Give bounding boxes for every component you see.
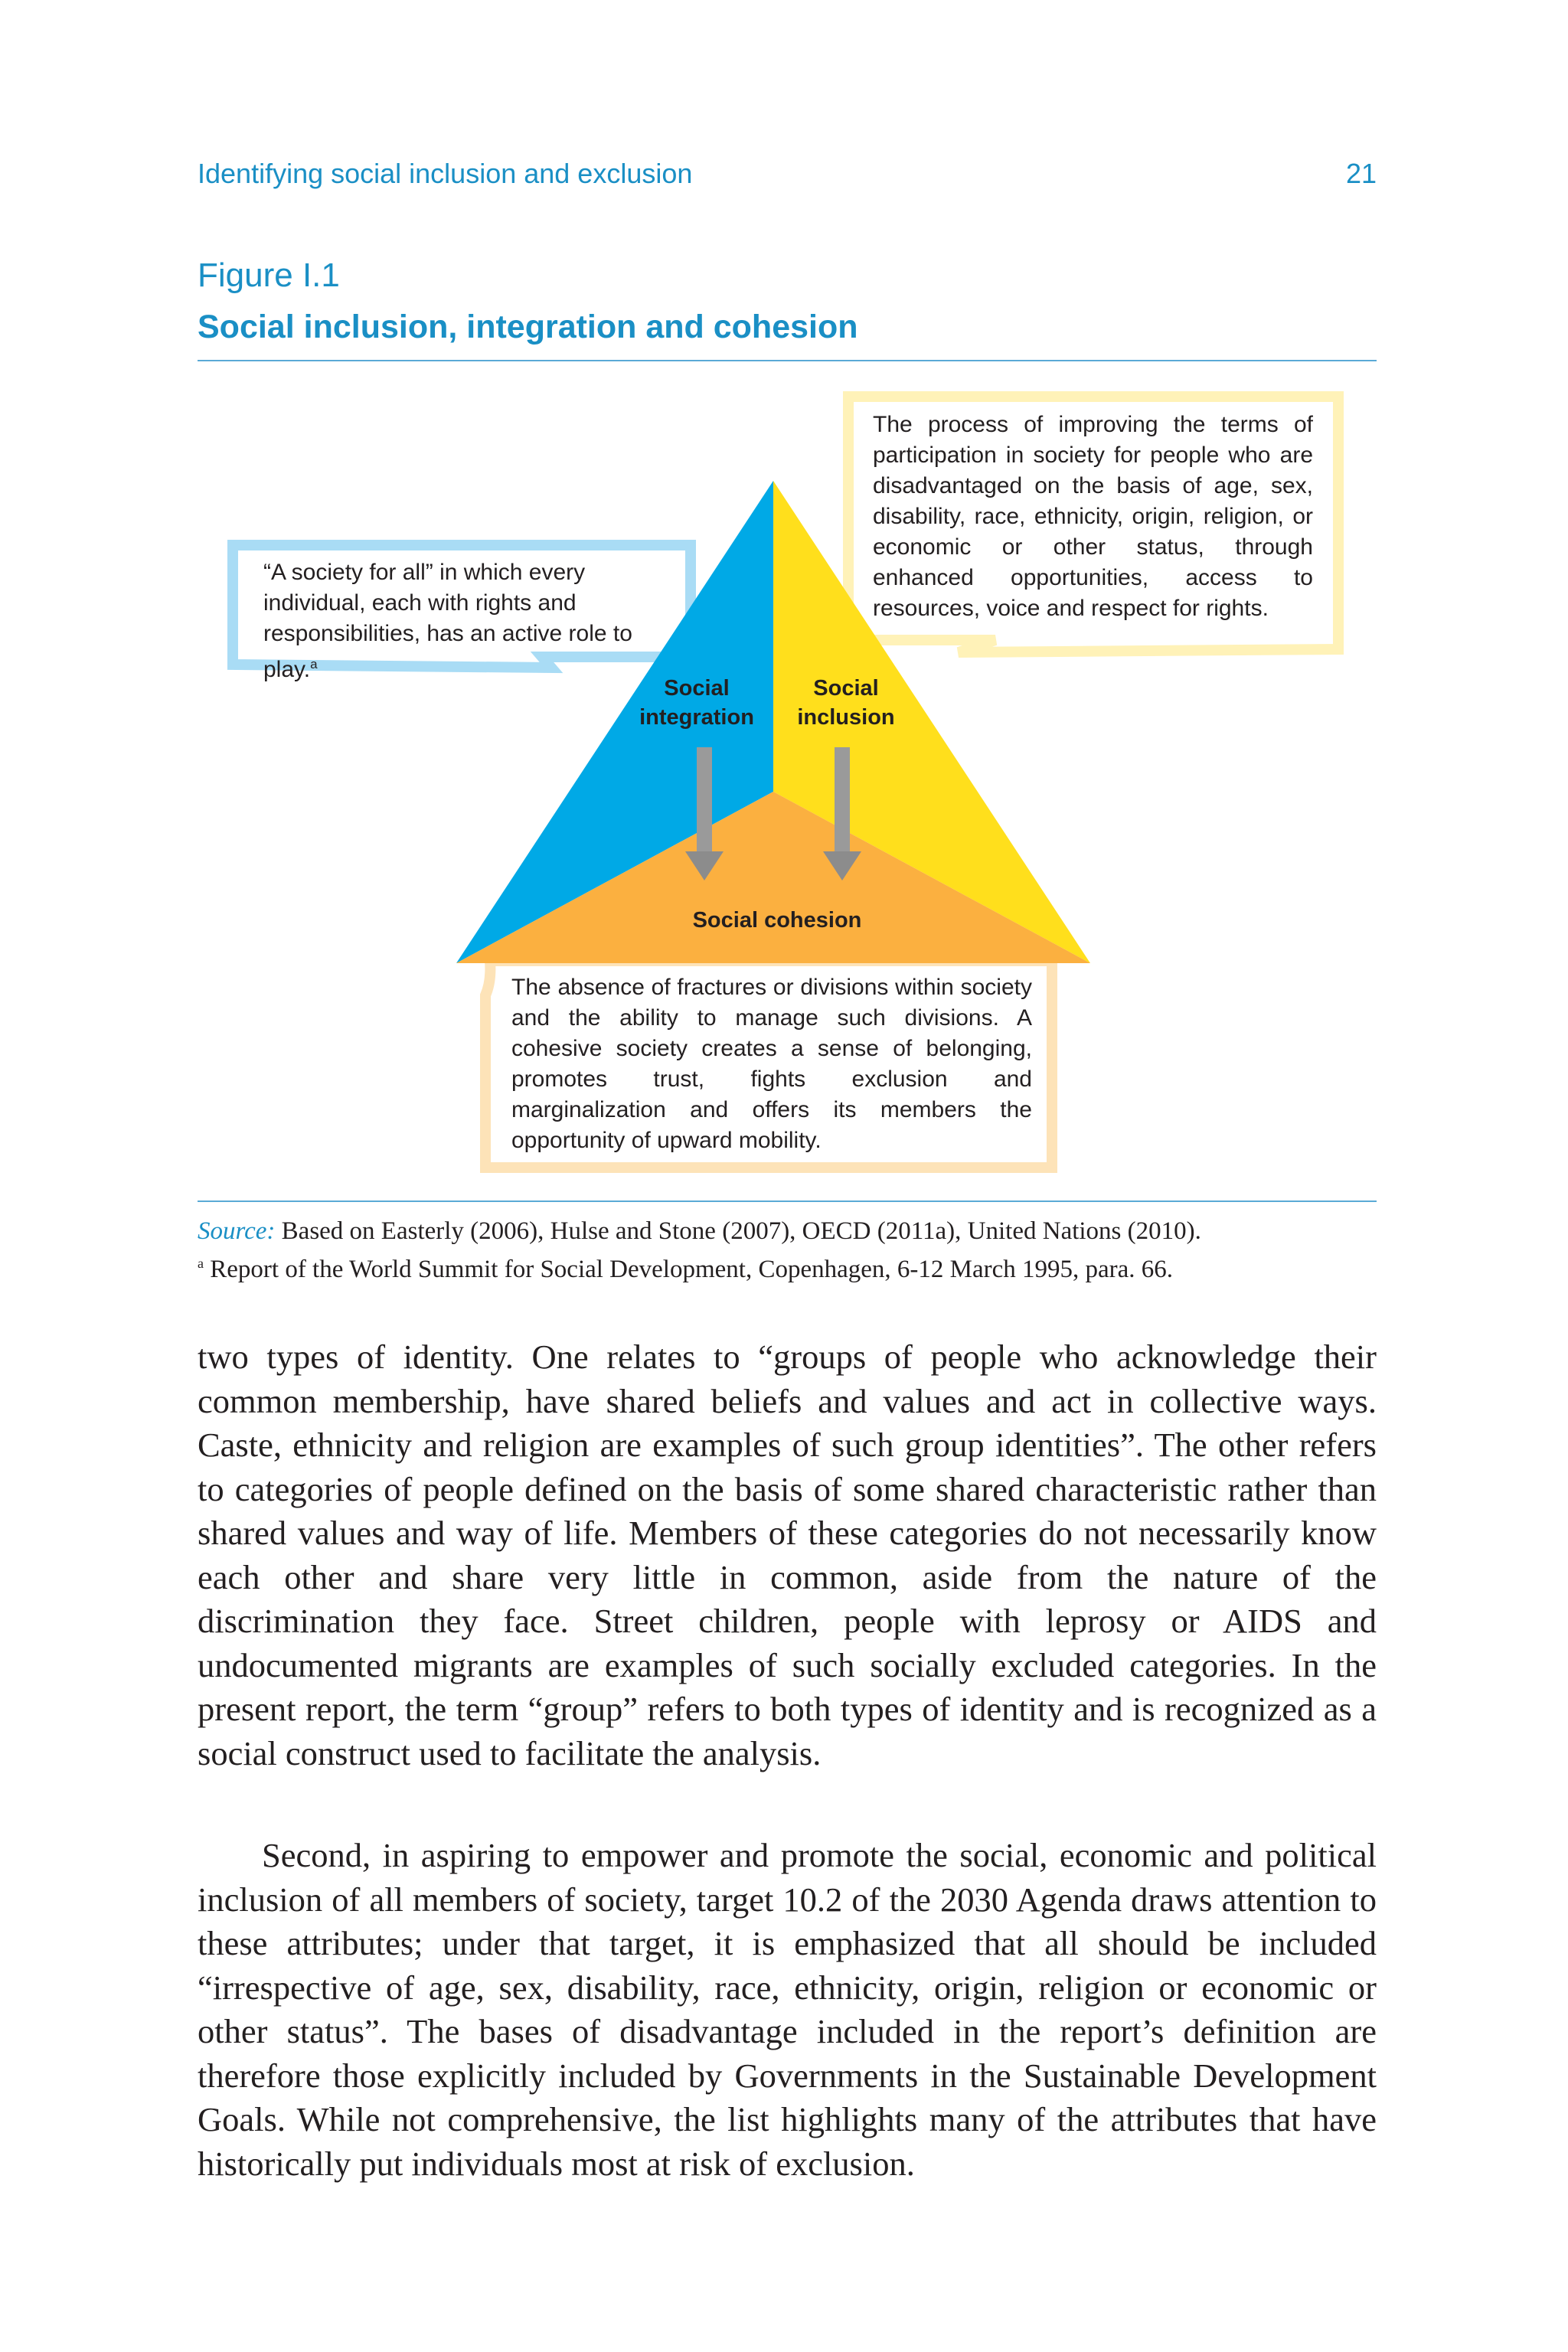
integration-callout-text [263, 557, 669, 685]
integration-label [620, 674, 773, 732]
body-paragraph-1: two types of identity. One relates to “groups of people who acknowledge their common membership, have shared beliefs and values and act in collective ways. Caste, ethnicity and religion are examples of such group identities”. The other refers to categories of people defined on the basis of some shared characteristic rather than shared values and way of life. Members of these categories do not necessarily know each other and share very little in common, aside from the nature of the discrimination they face. Street children, people with leprosy or AIDS and undocumented migrants are examples of such socially excluded categories. In the present report, the term “group” refers to both types of identity and is recognized as a social construct used to facilitate the analysis. [198, 1338, 1377, 1772]
footnote-mark: a [198, 1256, 204, 1271]
integration-arrow-shaft [697, 747, 712, 853]
inclusion-callout-text: The process of improving the terms of participation in society for people who are disadvantaged on the basis of age, sex, disability, race, ethnicity, origin, religion, or economic or other status, through enhanced opportunities, access to resources, voice and respect for rights. [873, 412, 1313, 621]
source-label: Source: [198, 1217, 276, 1245]
integration-label-line-1: Social [664, 676, 730, 701]
cohesion-label: Social cohesion [692, 908, 862, 933]
inclusion-arrow-shaft [835, 747, 850, 853]
figure-title: Social inclusion, integration and cohesion [198, 309, 858, 345]
inclusion-label-line-2: inclusion [797, 705, 895, 730]
integration-label-line-2: integration [639, 705, 754, 730]
source-text: Based on Easterly (2006), Hulse and Stone (2007), OECD (2011a), United Nations (2010). [281, 1217, 1201, 1245]
figure-label: Figure I.1 [198, 256, 340, 294]
integration-callout-body: “A society for all” in which every individual, each with rights and responsibilities, has an active role to play. [263, 560, 632, 682]
cohesion-callout-text: The absence of fractures or divisions within society and the ability to manage such divisions. A cohesive society creates a sense of belonging, promotes trust, fights exclusion and marginalization and offers its members the opportunity of upward mobility. [511, 975, 1032, 1153]
inclusion-label-line-1: Social [813, 676, 879, 701]
figure-source [198, 1217, 1392, 1246]
figure-footnote [198, 1256, 1392, 1284]
running-head: Identifying social inclusion and exclusion [198, 158, 693, 189]
figure-bottom-rule [198, 1200, 1377, 1202]
inclusion-label [781, 674, 911, 732]
page-number: 21 [1345, 158, 1377, 189]
footnote-text: Report of the World Summit for Social Development, Copenhagen, 6-12 March 1995, para. 66. [210, 1256, 1174, 1283]
body-paragraph-2: Second, in aspiring to empower and promote the social, economic and political inclusion of all members of society, target 10.2 of the 2030 Agenda draws attention to these attributes; under that target, it is emphasized that all should be included “irrespective of age, sex, disability, race, ethnicity, origin, religion or economic or other status”. The bases of disadvantage included in the report’s definition are therefore those explicitly included by Governments in the Sustainable Development Goals. While not comprehensive, the list highlights many of the attributes that have historically put individuals most at risk of exclusion. [198, 1836, 1377, 2183]
integration-callout-footnote-mark: a [310, 657, 318, 671]
